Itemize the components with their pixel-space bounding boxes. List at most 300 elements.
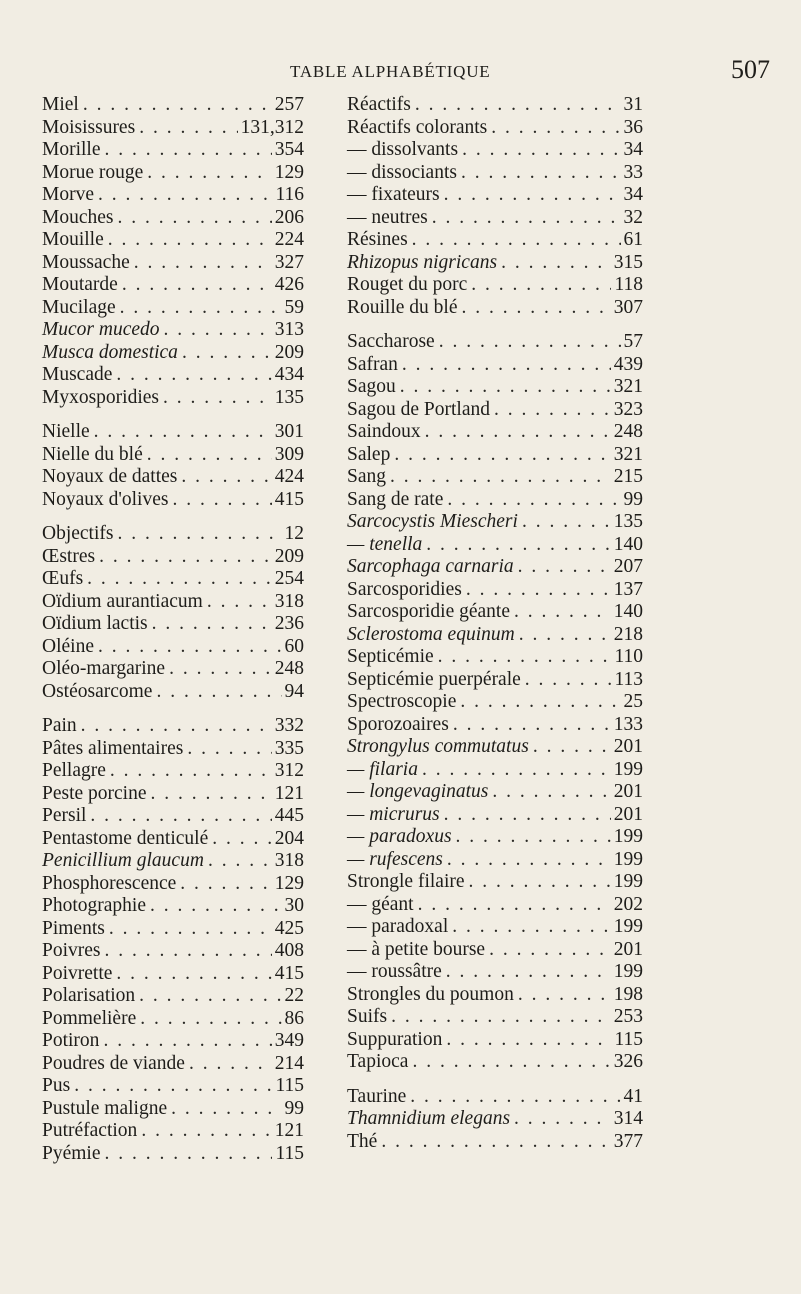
index-entry [347,601,643,624]
dot-leader [408,1051,610,1074]
index-term: — longevaginatus [347,781,489,802]
dot-leader [497,252,611,275]
index-term: — paradoxus [347,826,452,847]
dot-leader [165,658,272,681]
page-reference: 321 [613,443,643,465]
index-term: Moisissures [42,116,136,138]
index-term: Sagou [347,376,396,397]
index-entry [347,804,643,827]
index-entry [347,1029,643,1052]
dot-leader [208,828,272,851]
index-term: Spectroscopie [347,691,457,712]
index-term: Oïdium lactis [42,613,148,634]
page-reference: 199 [613,826,643,847]
index-term: Poivres [42,940,101,961]
dot-leader [435,331,621,354]
page-reference: 318 [274,850,304,871]
page-reference: 34 [623,184,643,205]
dot-leader [118,274,272,297]
index-entry [42,963,304,986]
index-entry [347,489,643,512]
index-term: — roussâtre [347,961,442,982]
index-term: Miel [42,94,79,115]
index-entry [42,940,304,963]
index-term: Oïdium aurantiacum [42,590,203,612]
dot-leader [408,229,621,252]
index-entry [42,274,304,297]
dot-leader [113,523,281,546]
index-entry [42,139,304,162]
index-entry [42,591,304,614]
index-entry [42,1075,304,1098]
dot-leader [442,1029,611,1052]
page-reference: 354 [274,139,304,160]
index-term: Pus [42,1075,71,1096]
dot-leader [95,546,272,569]
dot-leader [434,646,612,669]
index-entry [347,984,643,1007]
page-reference: 314 [613,1108,643,1129]
index-entry [347,894,643,917]
index-entry [347,759,643,782]
dot-leader [421,421,611,444]
page-reference: 201 [613,736,643,757]
page-reference: 115 [614,1028,643,1050]
dot-leader [160,319,272,342]
dot-leader [116,297,282,320]
running-title: TABLE ALPHABÉTIQUE [290,62,491,81]
page-reference: 201 [613,803,643,825]
index-entry [42,850,304,873]
index-entry [42,546,304,569]
page-reference: 22 [284,985,304,1006]
index-entry [42,184,304,207]
dot-leader [449,714,611,737]
index-entry [42,985,304,1008]
dot-leader [515,624,611,647]
dot-leader [514,984,611,1007]
dot-leader [422,534,610,557]
index-term: Nielle du blé [42,443,143,465]
index-term: Safran [347,353,398,375]
index-term: Pâtes alimentaires [42,737,184,759]
index-entry [42,918,304,941]
index-term: Saindoux [347,421,421,442]
page-reference: 206 [274,206,304,228]
dot-leader [490,399,611,422]
page-reference: 110 [614,646,643,667]
page-reference: 318 [274,590,304,612]
index-term: Sang de rate [347,488,444,510]
index-term: Réactifs colorants [347,116,488,138]
index-term: Œufs [42,568,84,589]
dot-leader [94,636,282,659]
index-term: Résines [347,229,408,250]
index-entry [42,613,304,636]
index-term: Moutarde [42,274,118,295]
index-entry [347,534,643,557]
index-term: Septicémie puerpérale [347,668,521,690]
index-term: Poivrette [42,962,113,984]
index-entry [42,207,304,230]
dot-leader [396,376,611,399]
dot-leader [167,1098,281,1121]
dot-leader [177,466,271,489]
section-gap [347,1074,649,1086]
dot-leader [130,252,272,275]
page-reference: 34 [623,139,643,160]
index-entry [42,364,304,387]
page-reference: 41 [623,1085,643,1107]
index-entry [347,939,643,962]
index-entry [347,297,643,320]
index-term: Pain [42,715,77,736]
index-term: Pentastome denticulé [42,827,209,849]
dot-leader [136,1008,281,1031]
index-term: — dissolvants [347,139,459,160]
page-reference: 313 [274,319,304,340]
index-term: Mouches [42,206,114,228]
page-reference: 224 [274,229,304,250]
index-entry [42,658,304,681]
index-term: Sporozoaires [347,713,449,735]
index-entry [347,916,643,939]
page-reference: 121 [274,1120,304,1141]
index-entry [42,387,304,410]
dot-leader [183,738,271,761]
index-entry [347,229,643,252]
index-entry [347,736,643,759]
page-reference: 118 [614,274,643,295]
index-entry [42,421,304,444]
index-term: Pustule maligne [42,1097,168,1119]
page-reference: 31 [623,94,643,115]
index-entry [347,691,643,714]
index-entry [42,229,304,252]
page-reference: 254 [274,568,304,589]
index-entry [347,781,643,804]
page-reference: 214 [274,1052,304,1074]
dot-leader [510,1108,611,1131]
index-term: Rouille du blé [347,296,458,318]
index-entry [347,399,643,422]
index-term: Polarisation [42,985,136,1006]
index-entry [347,421,643,444]
dot-leader [386,466,611,489]
index-term: Morille [42,139,101,160]
index-term: Sarcosporidies [347,578,462,600]
page-reference: 201 [613,781,643,802]
dot-leader [146,895,282,918]
page-reference: 121 [274,782,304,804]
page-reference: 12 [284,523,304,544]
index-entry [347,354,643,377]
index-term: Peste porcine [42,782,147,804]
page-reference: 248 [613,421,643,442]
dot-leader [203,591,272,614]
dot-leader [465,871,611,894]
index-term: Sagou de Portland [347,398,490,420]
index-entry [42,805,304,828]
page-reference: 59 [284,296,304,318]
page-reference: 209 [274,545,304,567]
index-entry [42,117,304,140]
dot-leader [86,805,271,828]
index-entry [347,714,643,737]
index-entry [42,444,304,467]
dot-leader [159,387,272,410]
index-term: Persil [42,805,87,826]
dot-leader [148,613,272,636]
index-entry [347,162,643,185]
index-entry [347,826,643,849]
index-entry [347,466,643,489]
index-entry [42,489,304,512]
page-reference: 327 [274,251,304,273]
index-term: Strongle filaire [347,871,465,892]
index-term: Musca domestica [42,341,178,363]
index-term: Moussache [42,251,130,273]
page-reference: 332 [274,715,304,736]
index-term: — tenella [347,533,423,555]
page-reference: 202 [613,893,643,915]
index-entry [347,961,643,984]
index-term: — dissociants [347,161,457,183]
page-reference: 323 [613,398,643,420]
index-term: — neutres [347,206,428,228]
index-term: Salep [347,443,391,465]
dot-leader [99,1030,271,1053]
index-term: Poudres de viande [42,1052,185,1074]
page-reference: 199 [613,871,643,892]
index-entry [347,376,643,399]
page-reference: 61 [623,229,643,250]
dot-leader [137,1120,271,1143]
dot-leader [452,826,611,849]
index-entry [42,342,304,365]
index-entry [347,331,643,354]
index-term: — micrurus [347,803,440,825]
index-term: Suppuration [347,1028,443,1050]
index-term: Ostéosarcome [42,680,153,702]
index-term: Rhizopus nigricans [347,251,498,273]
index-term: Œstres [42,545,96,567]
index-entry [347,1131,643,1154]
dot-leader [377,1131,610,1154]
index-term: Strongylus commutatus [347,736,529,757]
index-term: Oléo-margarine [42,658,166,679]
index-entry [42,1143,304,1166]
page-reference: 424 [274,466,304,487]
section-gap [347,319,649,331]
index-term: Sarcophaga carnaria [347,556,514,577]
page-reference: 135 [274,386,304,408]
index-entry [347,624,643,647]
index-entry [42,636,304,659]
page-reference: 131,312 [240,116,304,138]
dot-leader [418,759,611,782]
dot-leader [440,184,621,207]
page-reference: 408 [274,940,304,961]
index-term: — paradoxal [347,916,449,937]
page-number: 507 [731,55,770,84]
page-reference: 312 [274,760,304,781]
index-term: Mucor mucedo [42,319,160,340]
page-reference: 209 [274,341,304,363]
index-entry [42,1030,304,1053]
page-reference: 307 [613,296,643,318]
index-term: Sarcocystis Miescheri [347,511,518,532]
page-reference: 425 [274,917,304,939]
page-reference: 133 [613,713,643,735]
index-term: Saccharose [347,331,435,352]
index-entry [347,849,643,872]
dot-leader [510,601,611,624]
index-entry [347,184,643,207]
dot-leader [448,916,610,939]
index-entry [347,94,643,117]
index-term: — géant [347,893,414,915]
page-reference: 135 [613,511,643,532]
index-term: Piments [42,917,105,939]
index-entry [347,1086,643,1109]
index-term: Oléine [42,635,94,657]
dot-leader [406,1086,620,1109]
index-term: Thé [347,1130,378,1152]
dot-leader [147,783,272,806]
page-reference: 113 [614,668,643,690]
index-entry [42,1120,304,1143]
index-entry [347,1051,643,1074]
index-entry [42,715,304,738]
dot-leader [442,961,611,984]
index-entry [347,252,643,275]
index-term: Potiron [42,1030,100,1051]
page-reference: 201 [613,938,643,960]
dot-leader [112,364,271,387]
dot-leader [485,939,611,962]
index-term: Taurine [347,1085,407,1107]
index-term: Pyémie [42,1142,101,1164]
page-reference: 248 [274,658,304,679]
index-entry [347,511,643,534]
index-entry [42,466,304,489]
dot-leader [185,1053,272,1076]
page-reference: 439 [613,353,643,375]
index-entry [42,895,304,918]
index-term: Suifs [347,1006,388,1027]
index-term: Morve [42,184,94,205]
dot-leader [488,781,610,804]
page-reference: 426 [274,274,304,295]
index-entry [42,681,304,704]
index-term: Réactifs [347,94,411,115]
index-term: Sclerostoma equinum [347,623,515,645]
index-entry [347,1108,643,1131]
index-entry [42,1053,304,1076]
index-term: Pommelière [42,1007,137,1029]
index-entry [42,738,304,761]
index-entry [42,162,304,185]
page-reference: 116 [275,184,304,205]
dot-leader [456,691,620,714]
page-reference: 253 [613,1006,643,1027]
index-term: Rouget du porc [347,274,468,295]
page-reference: 33 [623,161,643,183]
dot-leader [101,940,272,963]
index-term: — rufescens [347,848,443,870]
dot-leader [387,1006,611,1029]
index-entry [347,1006,643,1029]
index-entry [42,319,304,342]
index-entry [42,252,304,275]
dot-leader [83,568,272,591]
page-reference: 321 [613,376,643,397]
dot-leader [428,207,621,230]
dot-leader [178,342,272,365]
index-term: — filaria [347,758,418,780]
dot-leader [70,1075,272,1098]
index-term: — fixateurs [347,184,440,205]
dot-leader [79,94,272,117]
page-reference: 335 [274,737,304,759]
page-reference: 309 [274,443,304,465]
dot-leader [135,985,281,1008]
index-term: Penicillium glaucum [42,850,204,871]
dot-leader [152,681,281,704]
dot-leader [398,354,611,377]
index-entry [42,828,304,851]
index-term: Mouille [42,229,104,250]
index-term: Thamnidium elegans [347,1108,511,1129]
index-term: Nielle [42,421,90,442]
page-reference: 36 [623,116,643,138]
page-reference: 415 [274,488,304,510]
page-reference: 301 [274,421,304,442]
index-entry [347,139,643,162]
page-reference: 215 [613,466,643,487]
page-reference: 140 [613,601,643,622]
index-entry [42,760,304,783]
page-reference: 315 [613,251,643,273]
page-reference: 326 [613,1051,643,1072]
index-entry [42,523,304,546]
page-reference: 415 [274,962,304,984]
page-reference: 30 [284,895,304,916]
dot-leader [467,274,611,297]
dot-leader [458,297,611,320]
index-term: Pellagre [42,760,106,781]
page-reference: 377 [613,1130,643,1152]
page-reference: 207 [613,556,643,577]
page-reference: 99 [284,1097,304,1119]
index-term: Mucilage [42,296,116,318]
page-reference: 129 [274,161,304,183]
page-reference: 94 [284,680,304,702]
dot-leader [94,184,272,207]
index-entry [347,556,643,579]
page-reference: 349 [274,1030,304,1051]
page-reference: 204 [274,827,304,849]
index-column-right [347,94,649,1153]
dot-leader [106,760,272,783]
dot-leader [101,139,272,162]
page-reference: 198 [613,983,643,1005]
dot-leader [204,850,272,873]
index-term: Sarcosporidie géante [347,601,510,622]
index-term: Putréfaction [42,1120,138,1141]
page-reference: 199 [613,758,643,780]
